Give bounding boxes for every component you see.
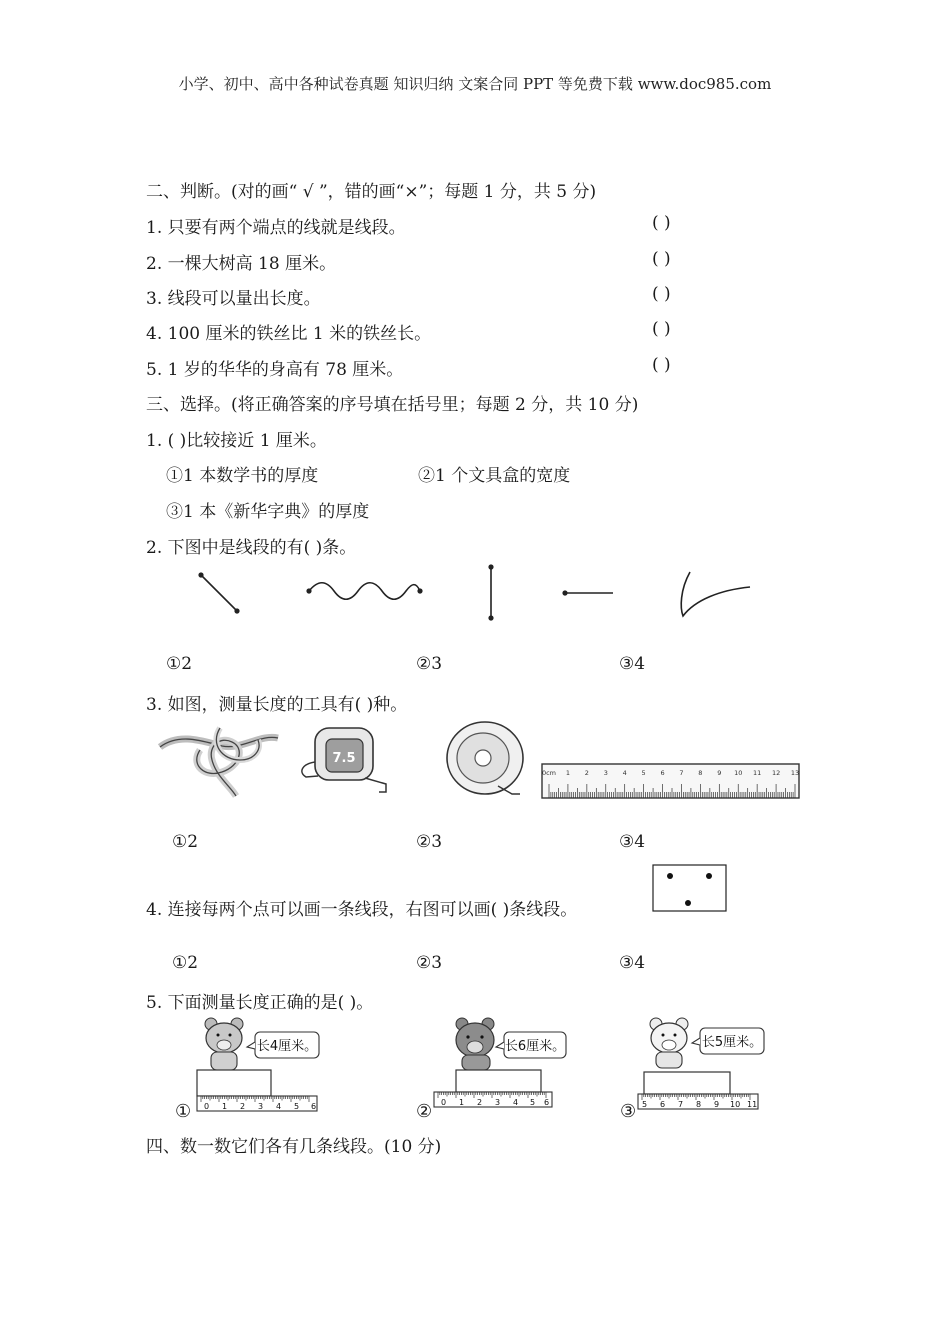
ruler-2 (434, 1092, 552, 1107)
ruler-1-label: 0 (204, 1102, 210, 1111)
q1-option-2[interactable]: ②1 个文具盒的宽度 (418, 466, 571, 486)
wavy-line-figure (306, 583, 422, 600)
measured-object (456, 1070, 541, 1092)
section-4-title: 四、数一数它们各有几条线段。(10 分) (146, 1137, 442, 1157)
ruler-2-label: 3 (495, 1098, 501, 1107)
judge-item-2: 2. 一棵大树高 18 厘米。 (146, 254, 337, 274)
ruler-tick-label: 7 (679, 769, 684, 777)
point-a (667, 873, 673, 879)
section-3-title: 三、选择。(将正确答案的序号填在括号里；每题 2 分，共 10 分) (146, 395, 639, 415)
ruler-tick-label: 13 (790, 769, 800, 777)
page-header: 小学、初中、高中各种试卷真题 知识归纳 文案合同 PPT 等免费下载 www.doc985.com (178, 75, 772, 93)
bear-icon (456, 1018, 494, 1070)
ruler-2-label: 0 (441, 1098, 447, 1107)
q5-option-2[interactable]: ② (416, 1101, 433, 1122)
q5-option-3[interactable]: ③ (620, 1101, 637, 1122)
ruler-3-label: 7 (678, 1100, 684, 1109)
measured-object (644, 1072, 730, 1094)
vertical-segment-figure (488, 564, 493, 620)
curve-figure (681, 572, 750, 616)
ruler-1-label: 3 (258, 1102, 264, 1111)
bear-icon (650, 1018, 688, 1068)
bear-scene-2 (416, 1018, 566, 1123)
q1-option-1[interactable]: ①1 本数学书的厚度 (166, 466, 319, 486)
answer-bracket-1[interactable]: ( ) (652, 213, 671, 233)
ruler-3-label: 6 (660, 1100, 666, 1109)
q4-option-3[interactable]: ③4 (619, 953, 646, 973)
ruler-tick-label: 12 (771, 769, 781, 777)
steel-tape-measure-icon (302, 728, 386, 792)
q3-option-1[interactable]: ①2 (172, 832, 199, 852)
ruler-2-label: 4 (513, 1098, 519, 1107)
ruler-3-label: 9 (714, 1100, 720, 1109)
speech-text-2: 长6厘米。 (504, 1039, 566, 1054)
q5-option-1[interactable]: ① (175, 1101, 192, 1122)
diagonal-segment-figure (198, 572, 239, 613)
bear-scene-1 (175, 1018, 325, 1123)
speech-text-1: 长4厘米。 (256, 1039, 318, 1054)
point-c (685, 900, 691, 906)
judge-item-4: 4. 100 厘米的铁丝比 1 米的铁丝长。 (146, 324, 432, 344)
ruler-1-label: 5 (294, 1102, 300, 1111)
ruler-3 (638, 1094, 758, 1109)
ruler-3-label: 10 (730, 1100, 741, 1109)
q4-option-2[interactable]: ②3 (416, 953, 443, 973)
speech-bubble (247, 1032, 319, 1058)
q4-stem: 4. 连接每两个点可以画一条线段，右图可以画( )条线段。 (146, 900, 578, 920)
q2-stem: 2. 下图中是线段的有( )条。 (146, 538, 357, 558)
q2-option-3[interactable]: ③4 (619, 654, 646, 674)
q3-option-3[interactable]: ③4 (619, 832, 646, 852)
ruler-2-label: 1 (459, 1098, 465, 1107)
ruler-1-label: 6 (311, 1102, 317, 1111)
q3-stem: 3. 如图，测量长度的工具有( )种。 (146, 695, 408, 715)
judge-item-5: 5. 1 岁的华华的身高有 78 厘米。 (146, 360, 404, 380)
q1-stem: 1. ( )比较接近 1 厘米。 (146, 431, 327, 451)
ruler-2-label: 6 (544, 1098, 550, 1107)
ruler-tick-label: 11 (753, 769, 762, 777)
three-points-box (652, 864, 728, 914)
q2-option-1[interactable]: ①2 (166, 654, 193, 674)
q2-option-2[interactable]: ②3 (416, 654, 443, 674)
ruler-tick-label: 5 (641, 769, 646, 777)
ruler-tick-label: 4 (622, 769, 627, 777)
q2-figures (180, 560, 780, 630)
ruler-3-label: 5 (642, 1100, 648, 1109)
ruler-tick-label: 0cm (541, 769, 557, 777)
ruler-tick-label: 6 (660, 769, 665, 777)
ruler-tick-label: 9 (717, 769, 722, 777)
ruler-1-label: 2 (240, 1102, 246, 1111)
speech-bubble (692, 1028, 764, 1054)
bear-scene-3 (620, 1018, 770, 1123)
q3-option-2[interactable]: ②3 (416, 832, 443, 852)
ruler-tick-label: 2 (584, 769, 589, 777)
speech-text-3: 长5厘米。 (701, 1035, 763, 1050)
answer-bracket-2[interactable]: ( ) (652, 249, 671, 269)
soft-tape-measure-icon (160, 728, 278, 796)
ray-figure (562, 590, 613, 595)
point-b (706, 873, 712, 879)
ruler-2-label: 5 (530, 1098, 536, 1107)
ruler-1 (197, 1096, 317, 1111)
ruler-tick-label: 8 (698, 769, 703, 777)
answer-bracket-5[interactable]: ( ) (652, 355, 671, 375)
ruler-3-label: 11 (747, 1100, 758, 1109)
ruler-tick-label: 1 (565, 769, 570, 777)
answer-bracket-3[interactable]: ( ) (652, 284, 671, 304)
bear-icon (205, 1018, 243, 1070)
q3-tools (150, 720, 800, 810)
q1-option-3[interactable]: ③1 本《新华字典》的厚度 (166, 502, 370, 522)
speech-bubble (496, 1032, 566, 1058)
judge-item-3: 3. 线段可以量出长度。 (146, 289, 321, 309)
ruler-2-label: 2 (477, 1098, 483, 1107)
ruler-1-label: 4 (276, 1102, 282, 1111)
ruler-1-label: 1 (222, 1102, 228, 1111)
ruler-tick-label: 10 (734, 769, 743, 777)
q4-option-1[interactable]: ①2 (172, 953, 199, 973)
q5-stem: 5. 下面测量长度正确的是( )。 (146, 993, 374, 1013)
section-2-title: 二、判断。(对的画“ √ ”，错的画“×”；每题 1 分，共 5 分) (146, 182, 597, 202)
ruler-tick-label: 3 (603, 769, 608, 777)
ruler-3-label: 8 (696, 1100, 702, 1109)
round-tape-measure-icon (447, 722, 523, 794)
tape-label: 7.5 (332, 751, 356, 766)
judge-item-1: 1. 只要有两个端点的线就是线段。 (146, 218, 406, 238)
measured-object (197, 1070, 271, 1096)
answer-bracket-4[interactable]: ( ) (652, 319, 671, 339)
